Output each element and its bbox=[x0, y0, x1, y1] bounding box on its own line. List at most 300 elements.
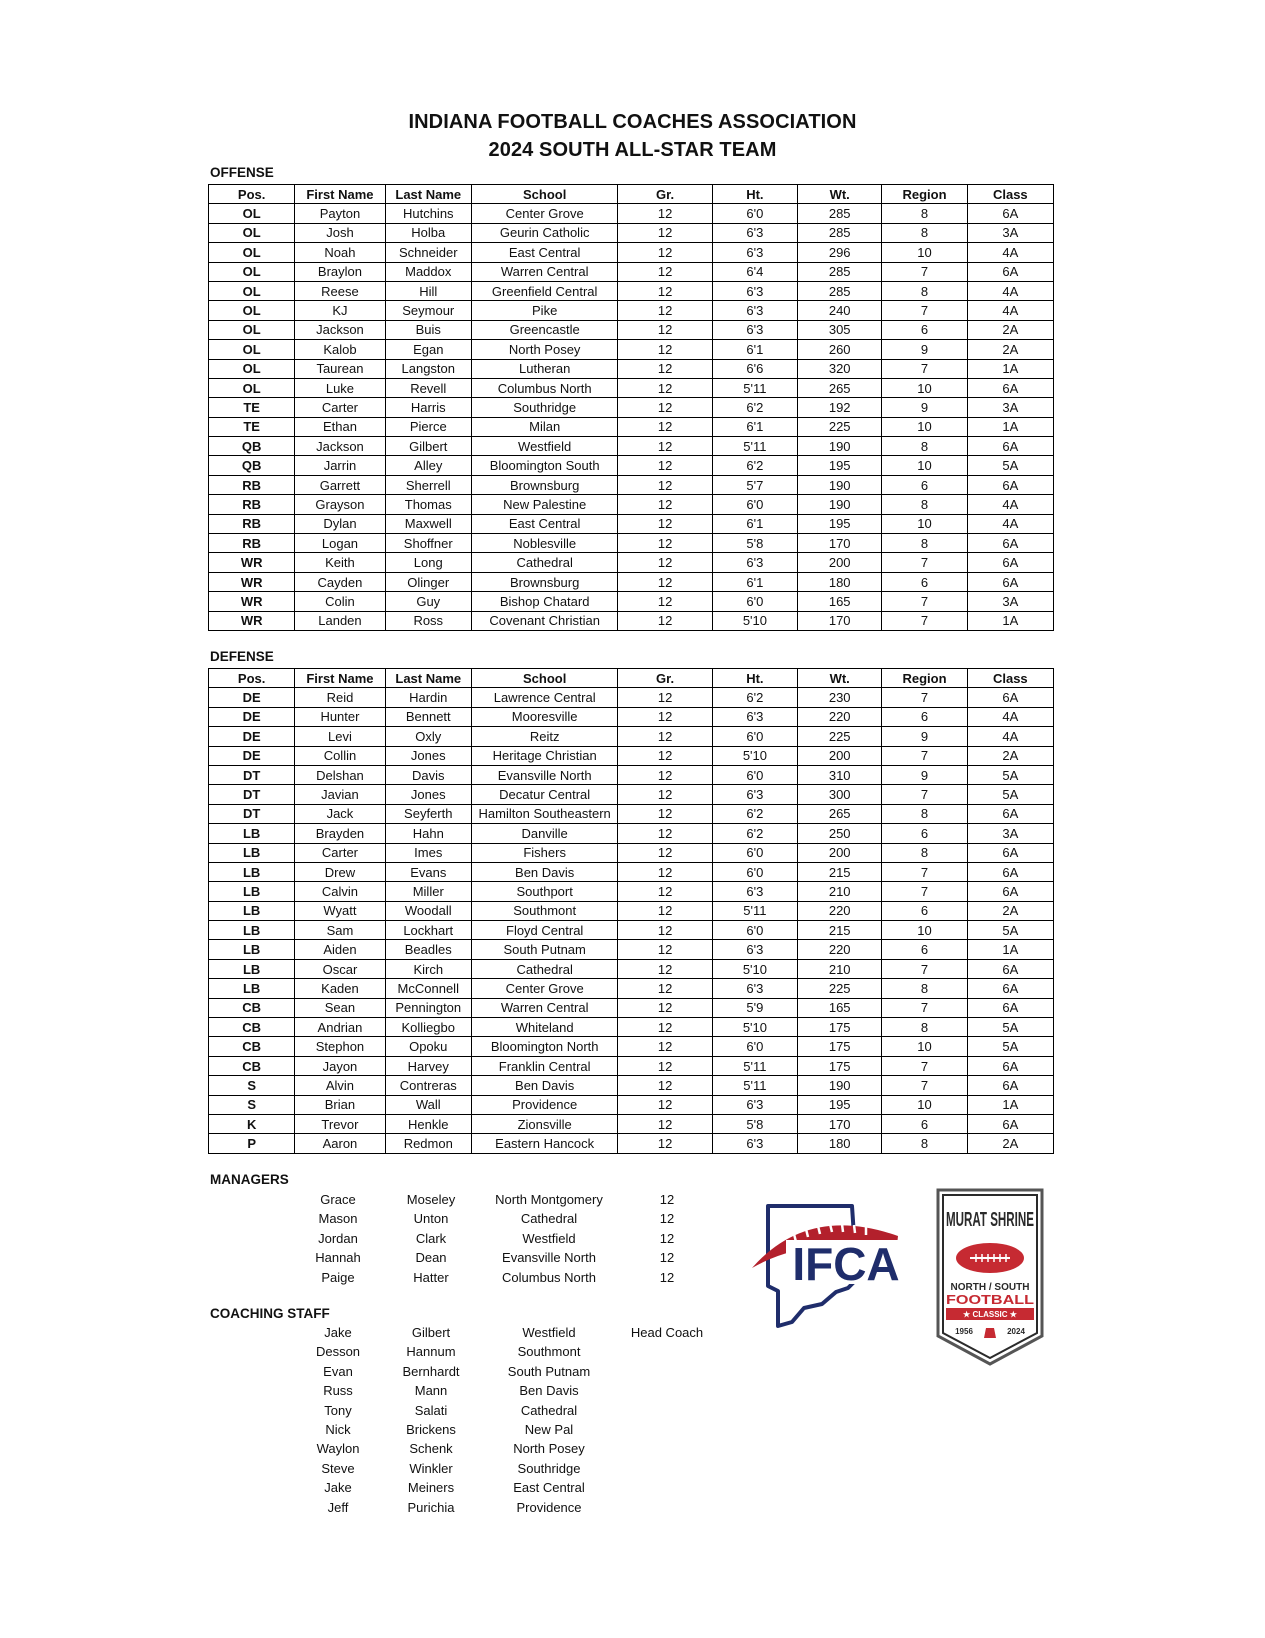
table-cell: 12 bbox=[618, 1037, 712, 1056]
list-item-field: Paige bbox=[321, 1269, 355, 1285]
list-item-field: Jeff bbox=[327, 1499, 349, 1515]
table-cell: CB bbox=[209, 1056, 295, 1075]
table-cell: DT bbox=[209, 765, 295, 784]
table-cell: 7 bbox=[882, 862, 967, 881]
table-cell: 12 bbox=[618, 707, 712, 726]
table-cell: Cathedral bbox=[471, 959, 618, 978]
table-cell: Ben Davis bbox=[471, 862, 618, 881]
table-cell: LB bbox=[209, 824, 295, 843]
table-cell: WR bbox=[209, 592, 295, 611]
table-cell: 12 bbox=[618, 359, 712, 378]
table-cell: Payton bbox=[295, 204, 385, 223]
table-row bbox=[209, 475, 1054, 494]
table-cell: 3A bbox=[967, 223, 1053, 242]
column-header: Gr. bbox=[618, 185, 712, 204]
table-cell: WR bbox=[209, 553, 295, 572]
table-row bbox=[209, 707, 1054, 726]
table-cell: Greenfield Central bbox=[471, 281, 618, 300]
table-cell: Eastern Hancock bbox=[471, 1134, 618, 1153]
column-header: School bbox=[471, 669, 618, 688]
table-cell: 6'1 bbox=[712, 340, 797, 359]
table-cell: 1A bbox=[967, 1095, 1053, 1114]
table-row bbox=[209, 688, 1054, 707]
list-item-field: Ben Davis bbox=[519, 1383, 579, 1399]
table-cell: OL bbox=[209, 301, 295, 320]
table-cell: S bbox=[209, 1076, 295, 1095]
table-cell: Maxwell bbox=[385, 514, 471, 533]
table-cell: 230 bbox=[798, 688, 882, 707]
table-cell: 170 bbox=[798, 1114, 882, 1133]
table-cell: Columbus North bbox=[471, 378, 618, 397]
column-header: Gr. bbox=[618, 669, 712, 688]
defense-header-row bbox=[209, 669, 1054, 688]
table-cell: TE bbox=[209, 398, 295, 417]
table-cell: LB bbox=[209, 921, 295, 940]
table-cell: 5'11 bbox=[712, 378, 797, 397]
shrine-football-text: FOOTBALL bbox=[946, 1292, 1035, 1307]
table-cell: Harris bbox=[385, 398, 471, 417]
column-header: Region bbox=[882, 669, 967, 688]
table-cell: 6A bbox=[967, 1076, 1053, 1095]
table-cell: 12 bbox=[618, 495, 712, 514]
table-cell: Jones bbox=[385, 746, 471, 765]
table-cell: 12 bbox=[618, 281, 712, 300]
table-row bbox=[209, 456, 1054, 475]
table-cell: Kirch bbox=[385, 959, 471, 978]
table-cell: 6'3 bbox=[712, 301, 797, 320]
table-cell: 305 bbox=[798, 320, 882, 339]
table-cell: DE bbox=[209, 746, 295, 765]
defense-table bbox=[208, 668, 1054, 1154]
table-cell: 4A bbox=[967, 301, 1053, 320]
table-cell: 10 bbox=[882, 378, 967, 397]
table-cell: 180 bbox=[798, 1134, 882, 1153]
table-cell: Greencastle bbox=[471, 320, 618, 339]
table-cell: 7 bbox=[882, 611, 967, 630]
table-cell: 6'0 bbox=[712, 921, 797, 940]
table-cell: 12 bbox=[618, 611, 712, 630]
table-cell: 6'0 bbox=[712, 1037, 797, 1056]
table-cell: 225 bbox=[798, 979, 882, 998]
table-cell: CB bbox=[209, 1018, 295, 1037]
table-cell: 3A bbox=[967, 592, 1053, 611]
table-cell: Wyatt bbox=[295, 901, 385, 920]
table-cell: 12 bbox=[618, 940, 712, 959]
table-row bbox=[209, 1134, 1054, 1153]
table-cell: 5'7 bbox=[712, 475, 797, 494]
table-cell: Providence bbox=[471, 1095, 618, 1114]
table-cell: Hamilton Southeastern bbox=[471, 804, 618, 823]
table-cell: 1A bbox=[967, 359, 1053, 378]
table-cell: 8 bbox=[882, 843, 967, 862]
column-header: First Name bbox=[295, 185, 385, 204]
table-cell: 5'10 bbox=[712, 746, 797, 765]
table-cell: 1A bbox=[967, 417, 1053, 436]
table-cell: 9 bbox=[882, 727, 967, 746]
table-cell: 12 bbox=[618, 262, 712, 281]
table-row bbox=[209, 746, 1054, 765]
list-item-field: Steve bbox=[321, 1460, 355, 1476]
table-cell: 3A bbox=[967, 398, 1053, 417]
column-header: Wt. bbox=[798, 185, 882, 204]
table-row bbox=[209, 765, 1054, 784]
table-cell: RB bbox=[209, 514, 295, 533]
list-item-field: East Central bbox=[513, 1480, 585, 1496]
murat-shrine-logo bbox=[934, 1186, 1046, 1368]
list-item-field: Jake bbox=[324, 1480, 352, 1496]
table-cell: South Putnam bbox=[471, 940, 618, 959]
table-cell: 5'9 bbox=[712, 998, 797, 1017]
table-cell: 6'3 bbox=[712, 979, 797, 998]
list-item-field: Mason bbox=[318, 1211, 358, 1227]
table-cell: 12 bbox=[618, 998, 712, 1017]
table-cell: QB bbox=[209, 437, 295, 456]
table-cell: Ethan bbox=[295, 417, 385, 436]
table-cell: 285 bbox=[798, 281, 882, 300]
list-item-field: Russ bbox=[323, 1383, 353, 1399]
table-cell: Fishers bbox=[471, 843, 618, 862]
list-item-field: Evan bbox=[323, 1363, 353, 1379]
table-cell: 190 bbox=[798, 495, 882, 514]
table-cell: 6'3 bbox=[712, 281, 797, 300]
table-cell: OL bbox=[209, 262, 295, 281]
table-cell: 190 bbox=[798, 437, 882, 456]
table-cell: 6'0 bbox=[712, 727, 797, 746]
table-cell: 6A bbox=[967, 378, 1053, 397]
table-cell: Bennett bbox=[385, 707, 471, 726]
table-cell: 12 bbox=[618, 1095, 712, 1114]
table-cell: 190 bbox=[798, 1076, 882, 1095]
table-cell: Bishop Chatard bbox=[471, 592, 618, 611]
table-cell: 4A bbox=[967, 514, 1053, 533]
list-item-field: Mann bbox=[414, 1383, 448, 1399]
ifca-logo bbox=[748, 1196, 908, 1344]
table-row bbox=[209, 223, 1054, 242]
table-cell: DT bbox=[209, 804, 295, 823]
offense-label: OFFENSE bbox=[210, 165, 274, 180]
table-cell: Calvin bbox=[295, 882, 385, 901]
table-cell: OL bbox=[209, 223, 295, 242]
table-cell: 12 bbox=[618, 572, 712, 591]
table-cell: DE bbox=[209, 727, 295, 746]
table-cell: 9 bbox=[882, 398, 967, 417]
table-row bbox=[209, 1018, 1054, 1037]
table-row bbox=[209, 281, 1054, 300]
table-cell: 210 bbox=[798, 959, 882, 978]
table-cell: Jarrin bbox=[295, 456, 385, 475]
table-cell: 5A bbox=[967, 1018, 1053, 1037]
table-cell: Brownsburg bbox=[471, 475, 618, 494]
table-row bbox=[209, 979, 1054, 998]
table-cell: 195 bbox=[798, 1095, 882, 1114]
table-cell: 10 bbox=[882, 921, 967, 940]
table-cell: WR bbox=[209, 611, 295, 630]
table-cell: 12 bbox=[618, 340, 712, 359]
table-cell: 12 bbox=[618, 1114, 712, 1133]
table-cell: 6'1 bbox=[712, 514, 797, 533]
table-cell: 5A bbox=[967, 921, 1053, 940]
table-cell: 12 bbox=[618, 1076, 712, 1095]
table-cell: Shoffner bbox=[385, 534, 471, 553]
list-item-field: Brickens bbox=[406, 1421, 456, 1437]
column-header: Pos. bbox=[209, 185, 295, 204]
table-cell: Southridge bbox=[471, 398, 618, 417]
table-cell: Brayden bbox=[295, 824, 385, 843]
list-item-field: Dean bbox=[415, 1250, 447, 1266]
table-cell: 7 bbox=[882, 998, 967, 1017]
table-cell: 7 bbox=[882, 359, 967, 378]
managers-label: MANAGERS bbox=[210, 1172, 289, 1187]
table-cell: TE bbox=[209, 417, 295, 436]
table-cell: DT bbox=[209, 785, 295, 804]
list-item-field: Bernhardt bbox=[402, 1363, 460, 1379]
table-cell: Egan bbox=[385, 340, 471, 359]
list-item-field: North Montgomery bbox=[495, 1192, 603, 1207]
table-cell: Aiden bbox=[295, 940, 385, 959]
table-cell: S bbox=[209, 1095, 295, 1114]
table-cell: 6'3 bbox=[712, 1134, 797, 1153]
table-cell: 2A bbox=[967, 901, 1053, 920]
list-item-field: South Putnam bbox=[507, 1363, 591, 1379]
table-row bbox=[209, 1056, 1054, 1075]
table-cell: 12 bbox=[618, 765, 712, 784]
table-cell: 6'0 bbox=[712, 495, 797, 514]
table-cell: 6A bbox=[967, 959, 1053, 978]
table-cell: 6'4 bbox=[712, 262, 797, 281]
table-cell: Pennington bbox=[385, 998, 471, 1017]
table-cell: 180 bbox=[798, 572, 882, 591]
list-item-field: Grace bbox=[320, 1192, 356, 1207]
table-cell: Miller bbox=[385, 882, 471, 901]
list-item-field: Unton bbox=[413, 1211, 449, 1227]
table-cell: Hunter bbox=[295, 707, 385, 726]
table-cell: 6'3 bbox=[712, 1095, 797, 1114]
table-cell: 6'1 bbox=[712, 417, 797, 436]
table-cell: 6'3 bbox=[712, 243, 797, 262]
table-row bbox=[209, 940, 1054, 959]
table-cell: Jackson bbox=[295, 320, 385, 339]
table-cell: RB bbox=[209, 495, 295, 514]
table-cell: Brownsburg bbox=[471, 572, 618, 591]
table-cell: 220 bbox=[798, 901, 882, 920]
table-cell: 7 bbox=[882, 882, 967, 901]
table-cell: CB bbox=[209, 1037, 295, 1056]
table-cell: DE bbox=[209, 688, 295, 707]
table-cell: LB bbox=[209, 940, 295, 959]
table-cell: Logan bbox=[295, 534, 385, 553]
list-item-field: Desson bbox=[315, 1344, 361, 1360]
table-cell: 9 bbox=[882, 340, 967, 359]
table-cell: Jackson bbox=[295, 437, 385, 456]
shrine-year-left: 1956 bbox=[955, 1327, 973, 1336]
list-item-field: Jake bbox=[324, 1325, 352, 1340]
table-cell: Redmon bbox=[385, 1134, 471, 1153]
table-cell: 12 bbox=[618, 417, 712, 436]
table-cell: Long bbox=[385, 553, 471, 572]
table-row bbox=[209, 1076, 1054, 1095]
table-cell: 12 bbox=[618, 456, 712, 475]
table-cell: Holba bbox=[385, 223, 471, 242]
table-cell: Maddox bbox=[385, 262, 471, 281]
table-cell: 8 bbox=[882, 495, 967, 514]
table-cell: Landen bbox=[295, 611, 385, 630]
table-cell: Opoku bbox=[385, 1037, 471, 1056]
table-cell: 200 bbox=[798, 553, 882, 572]
table-cell: Sean bbox=[295, 998, 385, 1017]
table-cell: Westfield bbox=[471, 437, 618, 456]
table-cell: 12 bbox=[618, 592, 712, 611]
table-cell: OL bbox=[209, 340, 295, 359]
table-cell: 265 bbox=[798, 804, 882, 823]
table-cell: 4A bbox=[967, 707, 1053, 726]
table-cell: Center Grove bbox=[471, 204, 618, 223]
table-cell: 12 bbox=[618, 901, 712, 920]
table-row bbox=[209, 437, 1054, 456]
table-cell: 6'2 bbox=[712, 804, 797, 823]
table-cell: 12 bbox=[618, 882, 712, 901]
offense-body bbox=[209, 204, 1054, 631]
table-row bbox=[209, 862, 1054, 881]
table-cell: 6'3 bbox=[712, 320, 797, 339]
defense-body bbox=[209, 688, 1054, 1153]
table-row bbox=[209, 534, 1054, 553]
table-cell: Hutchins bbox=[385, 204, 471, 223]
table-cell: Lawrence Central bbox=[471, 688, 618, 707]
table-cell: Whiteland bbox=[471, 1018, 618, 1037]
table-cell: Noblesville bbox=[471, 534, 618, 553]
table-cell: Sherrell bbox=[385, 475, 471, 494]
table-cell: Javian bbox=[295, 785, 385, 804]
table-row bbox=[209, 843, 1054, 862]
table-cell: 12 bbox=[618, 688, 712, 707]
table-cell: 10 bbox=[882, 417, 967, 436]
table-cell: 6 bbox=[882, 707, 967, 726]
table-cell: Hill bbox=[385, 281, 471, 300]
table-cell: 5'11 bbox=[712, 1076, 797, 1095]
table-cell: 7 bbox=[882, 262, 967, 281]
list-item-field: New Pal bbox=[524, 1421, 574, 1437]
table-cell: 8 bbox=[882, 204, 967, 223]
table-cell: 6'0 bbox=[712, 592, 797, 611]
table-cell: LB bbox=[209, 843, 295, 862]
table-cell: Sam bbox=[295, 921, 385, 940]
table-cell: 6A bbox=[967, 998, 1053, 1017]
table-row bbox=[209, 495, 1054, 514]
table-cell: Kolliegbo bbox=[385, 1018, 471, 1037]
table-cell: Keith bbox=[295, 553, 385, 572]
table-cell: Lockhart bbox=[385, 921, 471, 940]
table-cell: Delshan bbox=[295, 765, 385, 784]
table-cell: Hardin bbox=[385, 688, 471, 707]
table-cell: Decatur Central bbox=[471, 785, 618, 804]
table-cell: 12 bbox=[618, 843, 712, 862]
table-cell: Andrian bbox=[295, 1018, 385, 1037]
table-cell: 7 bbox=[882, 1076, 967, 1095]
shrine-top-text: MURAT SHRINE bbox=[946, 1209, 1034, 1231]
table-cell: 6A bbox=[967, 688, 1053, 707]
table-cell: Dylan bbox=[295, 514, 385, 533]
table-cell: 6A bbox=[967, 804, 1053, 823]
table-cell: Evansville North bbox=[471, 765, 618, 784]
table-row bbox=[209, 1095, 1054, 1114]
table-cell: 6'0 bbox=[712, 204, 797, 223]
page-title: INDIANA FOOTBALL COACHES ASSOCIATION bbox=[408, 111, 857, 133]
table-cell: 6'0 bbox=[712, 765, 797, 784]
table-cell: 225 bbox=[798, 417, 882, 436]
table-cell: 12 bbox=[618, 320, 712, 339]
table-cell: Jayon bbox=[295, 1056, 385, 1075]
table-row bbox=[209, 804, 1054, 823]
table-cell: 285 bbox=[798, 204, 882, 223]
table-cell: 6A bbox=[967, 553, 1053, 572]
list-item-field: Cathedral bbox=[520, 1402, 578, 1418]
list-item-field: Jordan bbox=[318, 1230, 358, 1246]
table-cell: Braylon bbox=[295, 262, 385, 281]
table-cell: 12 bbox=[618, 514, 712, 533]
table-cell: 10 bbox=[882, 243, 967, 262]
table-cell: 4A bbox=[967, 727, 1053, 746]
table-cell: 6A bbox=[967, 979, 1053, 998]
list-item-field: Nick bbox=[325, 1421, 351, 1437]
table-cell: Brian bbox=[295, 1095, 385, 1114]
table-cell: Pike bbox=[471, 301, 618, 320]
shrine-classic-text: ★ CLASSIC ★ bbox=[963, 1310, 1017, 1319]
table-cell: McConnell bbox=[385, 979, 471, 998]
table-cell: 5A bbox=[967, 765, 1053, 784]
table-cell: 215 bbox=[798, 862, 882, 881]
table-cell: Milan bbox=[471, 417, 618, 436]
table-cell: Hahn bbox=[385, 824, 471, 843]
table-cell: 12 bbox=[618, 824, 712, 843]
table-cell: 175 bbox=[798, 1037, 882, 1056]
table-cell: 8 bbox=[882, 437, 967, 456]
table-cell: 175 bbox=[798, 1018, 882, 1037]
table-cell: 7 bbox=[882, 1056, 967, 1075]
table-cell: 5A bbox=[967, 1037, 1053, 1056]
table-cell: 5'11 bbox=[712, 901, 797, 920]
table-cell: 12 bbox=[618, 553, 712, 572]
table-cell: 12 bbox=[618, 862, 712, 881]
table-row bbox=[209, 998, 1054, 1017]
table-cell: 170 bbox=[798, 611, 882, 630]
table-cell: Buis bbox=[385, 320, 471, 339]
table-cell: Collin bbox=[295, 746, 385, 765]
table-cell: Franklin Central bbox=[471, 1056, 618, 1075]
table-cell: Center Grove bbox=[471, 979, 618, 998]
table-cell: Levi bbox=[295, 727, 385, 746]
column-header: Wt. bbox=[798, 669, 882, 688]
table-cell: 8 bbox=[882, 979, 967, 998]
table-cell: 310 bbox=[798, 765, 882, 784]
table-row bbox=[209, 592, 1054, 611]
table-cell: OL bbox=[209, 378, 295, 397]
table-cell: Stephon bbox=[295, 1037, 385, 1056]
list-item-field: Clark bbox=[415, 1230, 447, 1246]
table-cell: 8 bbox=[882, 281, 967, 300]
table-cell: 195 bbox=[798, 514, 882, 533]
table-cell: Imes bbox=[385, 843, 471, 862]
table-cell: Gilbert bbox=[385, 437, 471, 456]
table-row bbox=[209, 514, 1054, 533]
table-cell: Ross bbox=[385, 611, 471, 630]
table-cell: P bbox=[209, 1134, 295, 1153]
list-item-field: Southmont bbox=[517, 1344, 581, 1360]
table-cell: 6 bbox=[882, 475, 967, 494]
list-item-field: 12 bbox=[659, 1192, 675, 1207]
table-row bbox=[209, 727, 1054, 746]
table-cell: 12 bbox=[618, 979, 712, 998]
table-cell: LB bbox=[209, 979, 295, 998]
